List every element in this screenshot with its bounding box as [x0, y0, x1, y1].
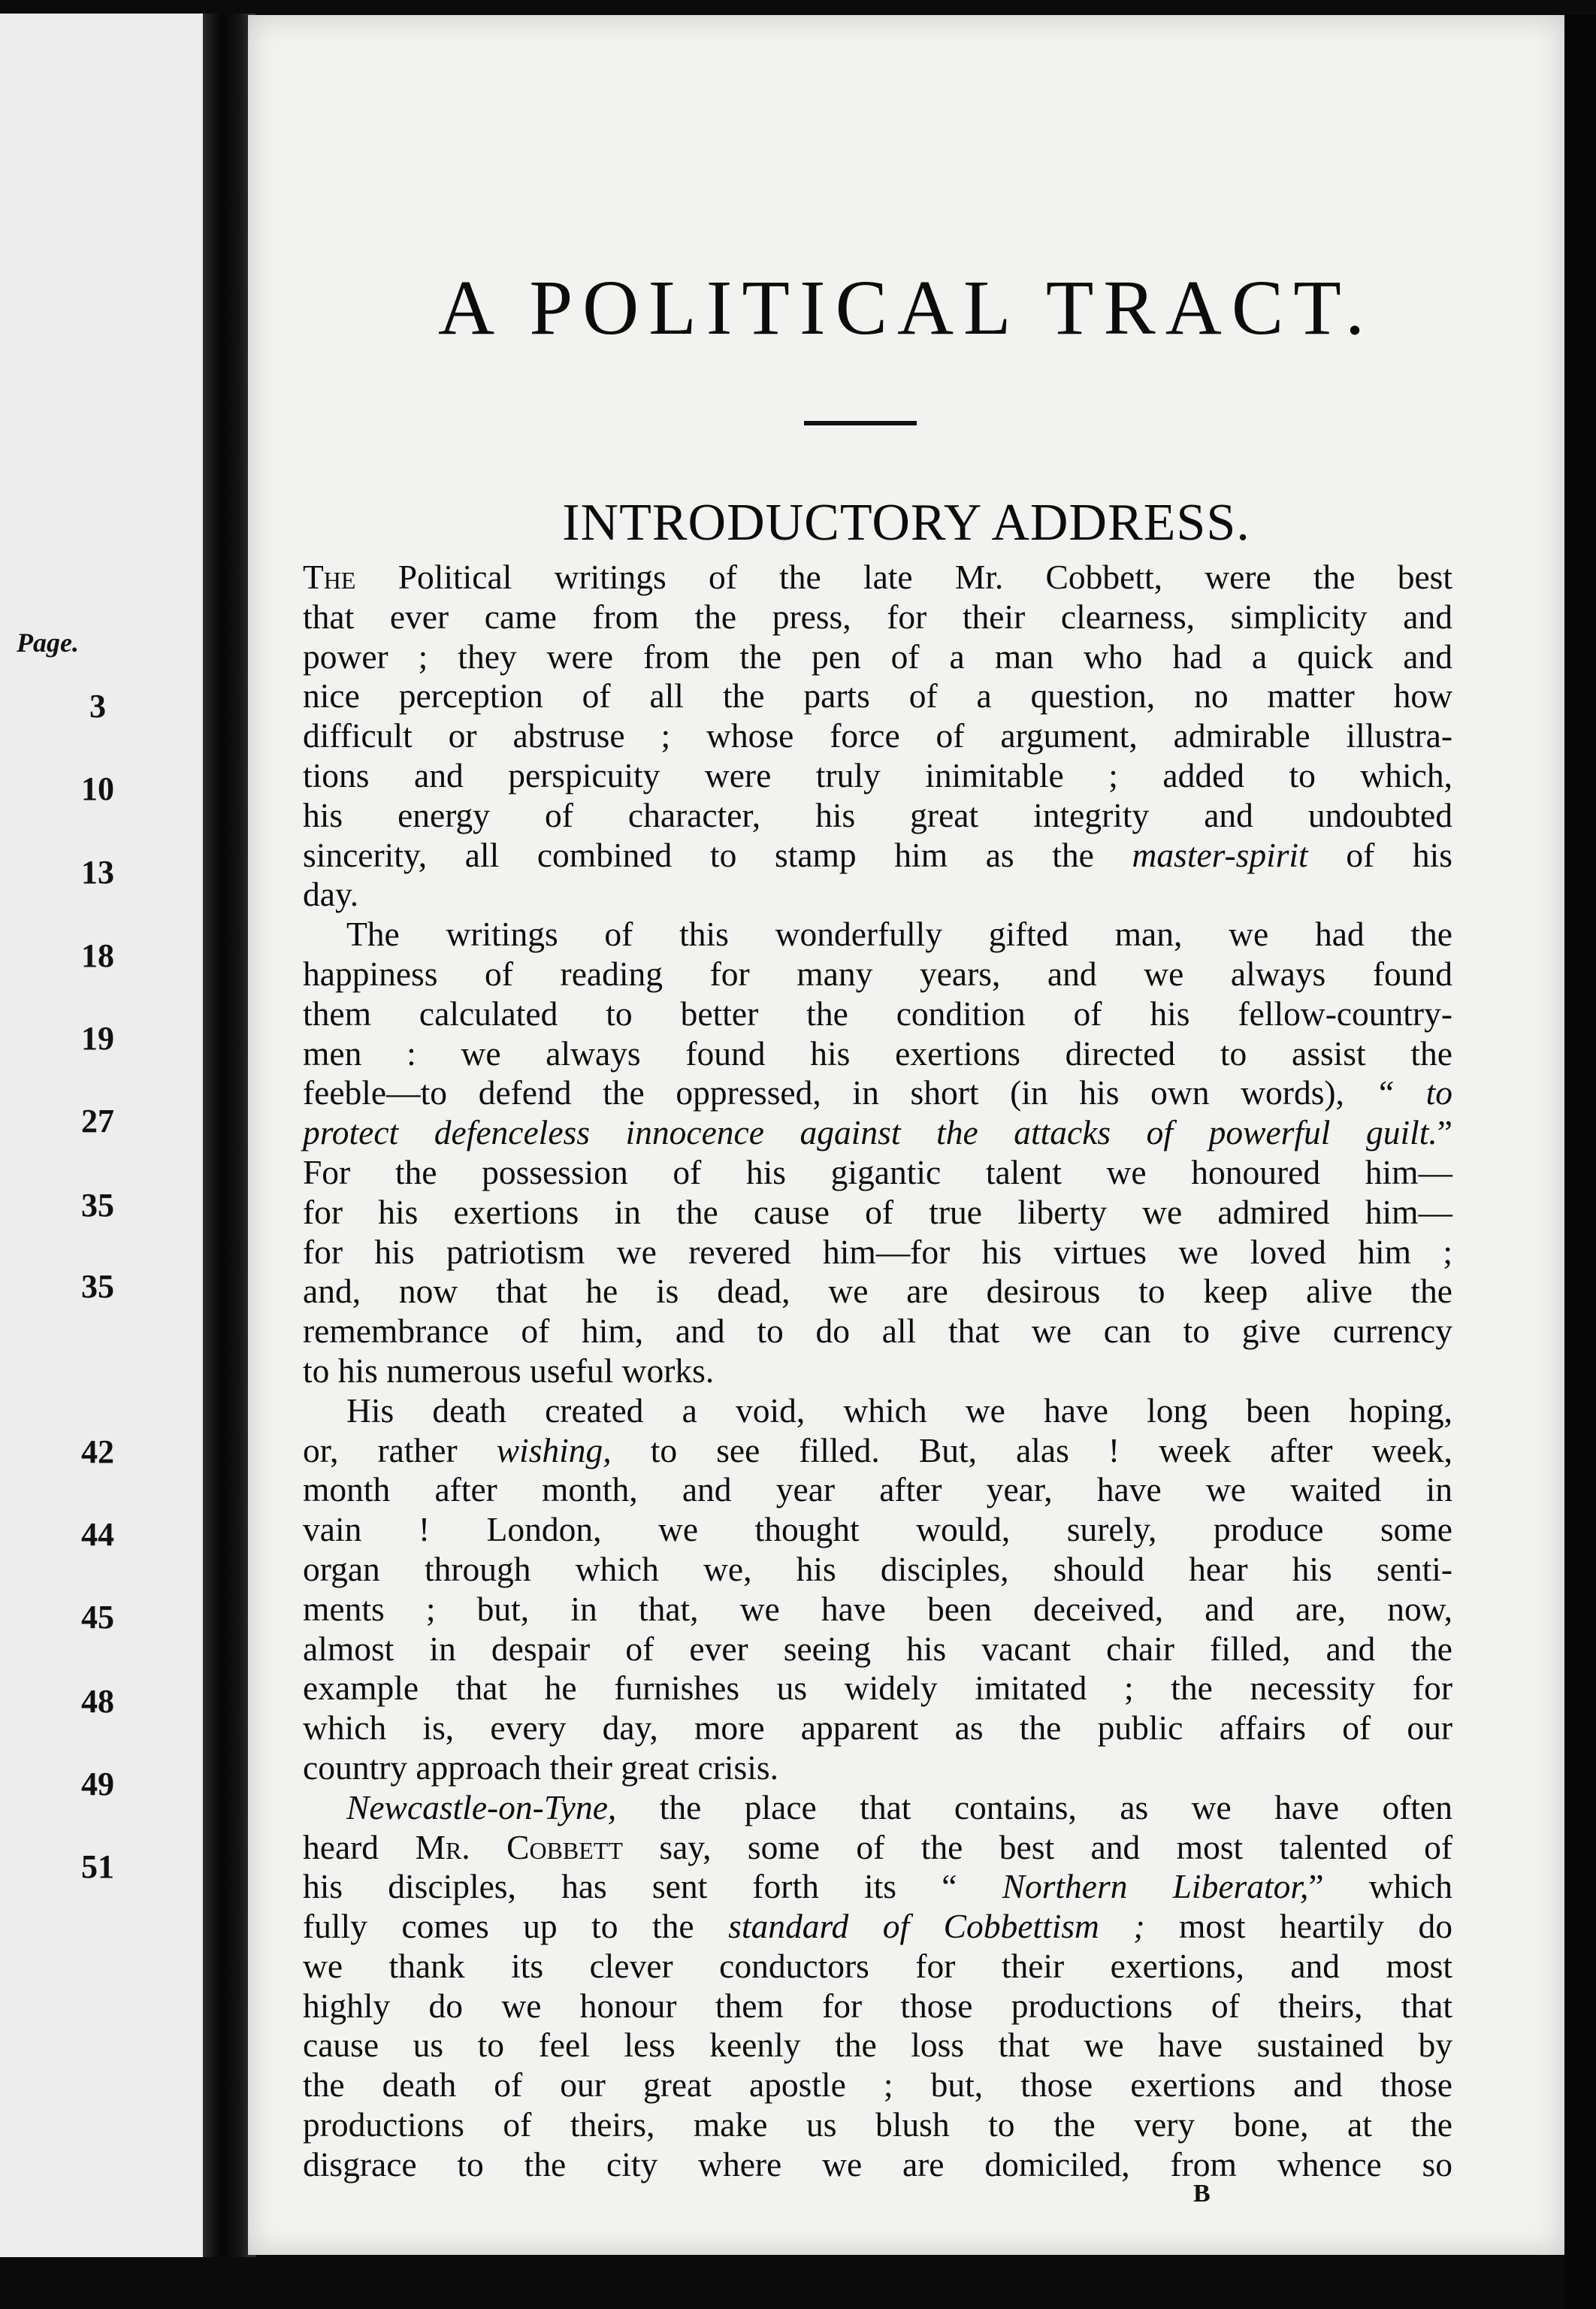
text-run: of his: [1307, 835, 1452, 874]
text-run: to see filled. But, alas ! week after week,: [611, 1430, 1452, 1469]
page-title: A POLITICAL TRACT.: [437, 265, 1375, 351]
text-run: Political writings of the late Mr. Cobbett, were the best: [355, 558, 1452, 596]
text-line: which is, every day, more apparent as the public affairs of our: [303, 1708, 1452, 1748]
quotation: protect defenceless innocence against the attacks of powerful guilt.: [303, 1113, 1437, 1152]
toc-page-number: 42: [81, 1433, 114, 1470]
text-line: His death created a void, which we have long been hoping,: [346, 1391, 1452, 1430]
text-line: happiness of reading for many years, and we always found: [303, 954, 1452, 993]
toc-page-number: 48: [81, 1683, 114, 1720]
text-line: productions of theirs, make us blush to the very bone, at the: [303, 2105, 1452, 2144]
text-run: say, some of the best and most talented of: [622, 1827, 1452, 1866]
text-line: day.: [303, 875, 359, 914]
text-line: disgrace to the city where we are domiciled, from whence so: [303, 2144, 1452, 2183]
emphasis: master-spirit: [1132, 835, 1308, 874]
text-run: or, rather: [303, 1430, 497, 1469]
text-line: men : we always found his exertions directed to assist the: [303, 1033, 1452, 1073]
text-line: nice perception of all the parts of a question, no matter how: [303, 676, 1452, 716]
text-run: the place that contains, as we have often: [616, 1787, 1452, 1826]
text-line: them calculated to better the condition of his fellow-country-: [303, 994, 1452, 1033]
toc-page-number: 49: [81, 1766, 114, 1802]
toc-page-label: Page.: [17, 628, 79, 658]
text-line: example that he furnishes us widely imitated ; the necessity for: [303, 1669, 1452, 1708]
text-run: ”: [1437, 1113, 1452, 1152]
toc-page-number: 44: [81, 1516, 114, 1553]
text-line: tions and perspicuity were truly inimitable ; added to which,: [303, 755, 1452, 794]
text-line: [303, 1431, 1452, 1471]
text-line: [303, 1907, 1452, 1947]
text-run: sincerity, all combined to stamp him as the: [303, 835, 1132, 874]
text-line: month after month, and year after year, have we waited in: [303, 1470, 1452, 1509]
text-run: ” which: [1308, 1867, 1452, 1906]
text-line: we thank its clever conductors for their exertions, and most: [303, 1946, 1452, 1985]
emphasis: standard of Cobbettism ;: [728, 1907, 1145, 1946]
text-line: For the possession of his gigantic talent we honoured him—: [303, 1152, 1452, 1191]
text-run: feeble—to defend the oppressed, in short (in his own words),: [303, 1073, 1376, 1112]
toc-page-number: 35: [81, 1268, 114, 1305]
toc-page-number: 13: [81, 854, 114, 891]
toc-page-number: 10: [81, 770, 114, 807]
text-line: almost in despair of ever seeing his vacant chair filled, and the: [303, 1629, 1452, 1668]
document-page: [248, 15, 1564, 2255]
toc-page-number: 3: [89, 688, 106, 725]
text-line: The writings of this wonderfully gifted man, we had the: [346, 915, 1452, 954]
text-line: the death of our great apostle ; but, those exertions and those: [303, 2065, 1452, 2105]
text-line: that ever came from the press, for their clearness, simplicity and: [303, 597, 1452, 636]
toc-page-number: 18: [81, 937, 114, 974]
text-line: his energy of character, his great integrity and undoubted: [303, 795, 1452, 834]
text-line: ments ; but, in that, we have been deceived, and are, now,: [303, 1589, 1452, 1628]
toc-page-number: 45: [81, 1599, 114, 1636]
text-line: [303, 1073, 1452, 1113]
toc-page-number: 51: [81, 1848, 114, 1885]
text-line: and, now that he is dead, we are desirous to keep alive the: [303, 1272, 1452, 1311]
toc-page-number: 27: [81, 1103, 114, 1139]
person-name: Mr. Cobbett: [415, 1827, 623, 1866]
text-line: [303, 1113, 1452, 1153]
quotation: “ to: [1375, 1073, 1452, 1112]
title-divider: [804, 421, 917, 425]
text-line: to his numerous useful works.: [303, 1351, 715, 1390]
previous-page-margin: [0, 14, 225, 2257]
emphasis: wishing,: [496, 1430, 612, 1469]
section-heading: INTRODUCTORY ADDRESS.: [562, 494, 1250, 552]
text-line: highly do we honour them for those productions of theirs, that: [303, 1986, 1452, 2025]
text-line: [303, 836, 1452, 876]
text-line: for his exertions in the cause of true liberty we admired him—: [303, 1192, 1452, 1231]
text-run: his disciples, has sent forth its “: [303, 1867, 1002, 1906]
publication-name: Northern Liberator,: [1002, 1867, 1309, 1906]
text-line: power ; they were from the pen of a man who had a quick and: [303, 637, 1452, 676]
text-run: fully comes up to the: [303, 1907, 729, 1946]
text-line: [303, 1867, 1452, 1907]
body-text: [303, 558, 1452, 2185]
text-line: [303, 1788, 1452, 1828]
toc-page-number: 35: [81, 1187, 114, 1224]
signature-mark: B: [1193, 2180, 1211, 2208]
text-line: vain ! London, we thought would, surely, produce some: [303, 1510, 1452, 1549]
text-line: for his patriotism we revered him—for his virtues we loved him ;: [303, 1232, 1452, 1271]
text-line: difficult or abstruse ; whose force of argument, admirable illustra-: [303, 716, 1452, 755]
page-edge-shadow: [1564, 15, 1596, 2309]
text-line: [303, 1828, 1452, 1868]
text-line: country approach their great crisis.: [303, 1748, 778, 1787]
text-run: most heartily do: [1144, 1907, 1452, 1946]
text-line: cause us to feel less keenly the loss that we have sustained by: [303, 2026, 1452, 2065]
text-line: remembrance of him, and to do all that we can to give currency: [303, 1312, 1452, 1351]
text-line: [303, 558, 1452, 598]
opening-word: The: [303, 558, 356, 596]
toc-page-number: 19: [81, 1020, 114, 1057]
text-line: organ through which we, his disciples, should hear his senti-: [303, 1549, 1452, 1588]
place-name: Newcastle-on-Tyne,: [346, 1787, 617, 1826]
text-run: heard: [303, 1827, 416, 1866]
